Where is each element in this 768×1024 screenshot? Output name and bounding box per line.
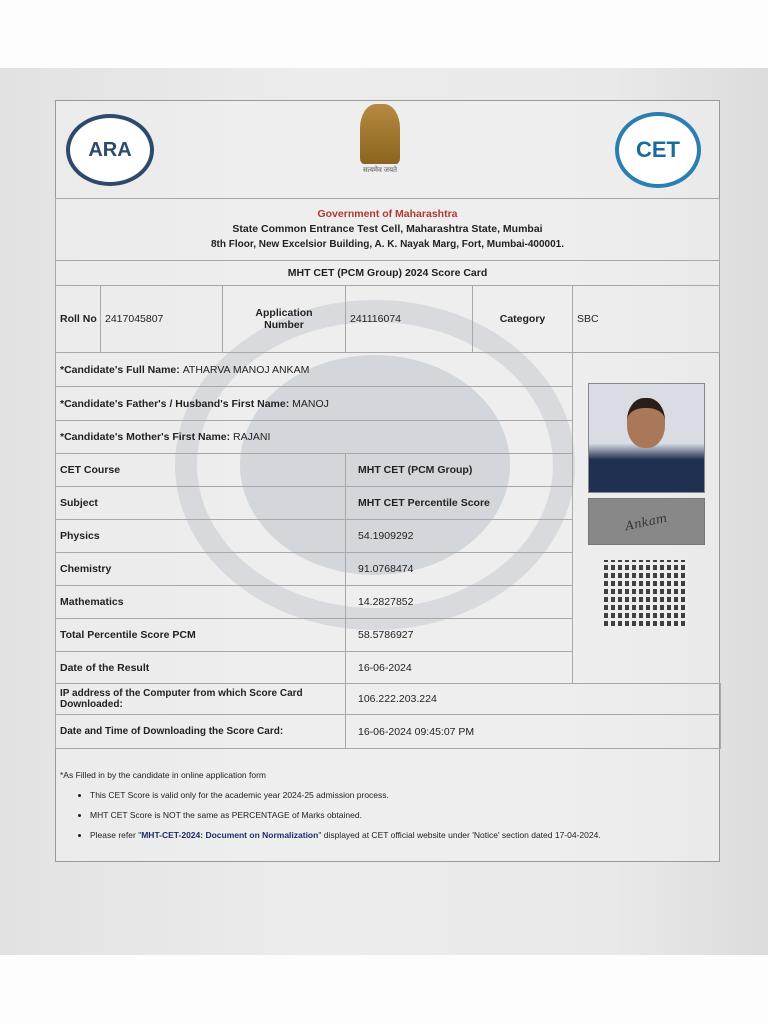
note-refer-pre: Please refer " bbox=[90, 830, 142, 840]
office-address: 8th Floor, New Excelsior Building, A. K. Nayak Marg, Fort, Mumbai-400001. bbox=[210, 239, 565, 250]
govt-name: Government of Maharashtra bbox=[317, 208, 458, 220]
note-refer-post: " displayed at CET official website under 'Notice' section dated 17-04-2024. bbox=[318, 830, 601, 840]
cet-logo-text: CET bbox=[636, 137, 680, 162]
full-name-label: *Candidate's Full Name: bbox=[60, 363, 180, 376]
row-label: Date of the Result bbox=[55, 651, 346, 684]
father-name-value: MANOJ bbox=[292, 397, 329, 410]
notes-intro: *As Filled in by the candidate in online application form bbox=[60, 770, 267, 780]
roll-value: 2417045807 bbox=[100, 285, 223, 353]
roll-label: Roll No bbox=[55, 285, 101, 353]
mother-name-label: *Candidate's Mother's First Name: bbox=[60, 431, 231, 443]
row-label: Physics bbox=[55, 519, 346, 553]
candidate-photo bbox=[588, 383, 705, 493]
ara-logo-text: ARA bbox=[88, 138, 132, 161]
row-value: 16-06-2024 bbox=[345, 651, 573, 684]
father-name-label: *Candidate's Father's / Husband's First Name: bbox=[60, 397, 290, 410]
qr-code-icon bbox=[604, 560, 688, 626]
row-value: 58.5786927 bbox=[345, 618, 573, 652]
ara-logo bbox=[66, 114, 154, 186]
note-item: • This CET Score is valid only for the academic year 2024-25 admission process. bbox=[90, 785, 720, 805]
emblem-caption: सत्यमेव जयते bbox=[362, 167, 398, 174]
mother-name-row bbox=[55, 420, 573, 454]
row-value: MHT CET Percentile Score bbox=[345, 486, 573, 520]
category-value: SBC bbox=[572, 285, 720, 353]
row-label: Date and Time of Downloading the Score Card: bbox=[55, 714, 346, 749]
full-name-value: ATHARVA MANOJ ANKAM bbox=[182, 363, 310, 376]
note-item: • MHT CET Score is NOT the same as PERCENTAGE of Marks obtained. bbox=[90, 805, 720, 825]
row-value: 91.0768474 bbox=[345, 552, 573, 586]
cet-logo bbox=[615, 112, 701, 188]
row-value: MHT CET (PCM Group) bbox=[345, 453, 573, 487]
mother-name-value: RAJANI bbox=[233, 431, 271, 443]
row-label: Chemistry bbox=[55, 552, 346, 586]
office-name: State Common Entrance Test Cell, Maharashtra State, Mumbai bbox=[232, 223, 543, 235]
national-emblem-icon bbox=[360, 104, 400, 164]
full-name-row bbox=[55, 352, 573, 387]
note-item bbox=[90, 825, 720, 845]
notes bbox=[60, 765, 720, 845]
category-label: Category bbox=[472, 285, 573, 353]
scorecard-title: MHT CET (PCM Group) 2024 Score Card bbox=[55, 260, 720, 286]
normalization-doc-ref: MHT-CET-2024: Document on Normalization bbox=[141, 830, 319, 840]
row-value: 14.2827852 bbox=[345, 585, 573, 619]
photo-face bbox=[627, 398, 665, 448]
row-value: 16-06-2024 09:45:07 PM bbox=[345, 714, 721, 749]
app-value: 241116074 bbox=[345, 285, 473, 353]
row-label: IP address of the Computer from which Score Card Downloaded: bbox=[55, 683, 346, 715]
father-name-row bbox=[55, 386, 573, 421]
row-label: Total Percentile Score PCM bbox=[55, 618, 346, 652]
signature-box bbox=[588, 498, 705, 545]
row-label: CET Course bbox=[55, 453, 346, 487]
row-value: 54.1909292 bbox=[345, 519, 573, 553]
app-label: Application Number bbox=[222, 285, 346, 353]
row-label: Mathematics bbox=[55, 585, 346, 619]
signature: Ankam bbox=[624, 510, 669, 533]
row-value: 106.222.203.224 bbox=[345, 683, 721, 715]
govt-header bbox=[55, 198, 720, 261]
row-label: Subject bbox=[55, 486, 346, 520]
